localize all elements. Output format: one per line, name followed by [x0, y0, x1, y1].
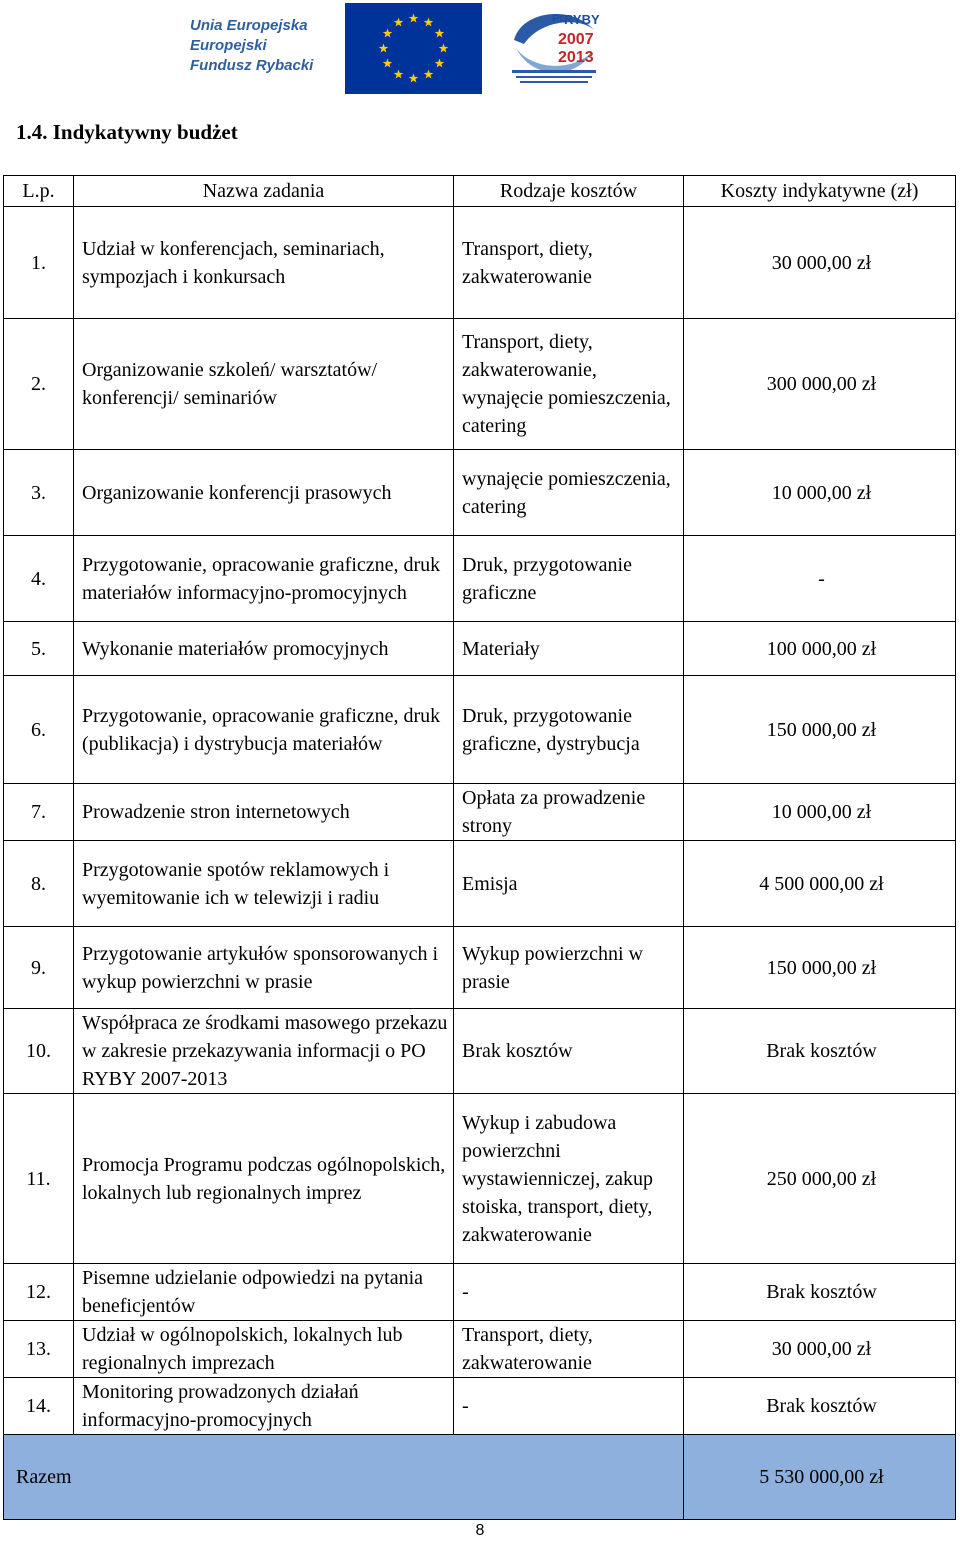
table-row — [4, 1009, 956, 1094]
cost-type: wynajęcie pomieszczenia, catering — [454, 450, 684, 536]
eu-star-icon — [379, 44, 389, 53]
header-cost-type: Rodzaje kosztów — [454, 176, 684, 207]
po-ryby-emblem — [502, 0, 606, 96]
row-number: 11. — [4, 1094, 74, 1264]
indicative-cost: Brak kosztów — [684, 1264, 956, 1321]
indicative-cost: 100 000,00 zł — [684, 622, 956, 676]
table-row — [4, 1378, 956, 1435]
task-name: Pisemne udzielanie odpowiedzi na pytania beneficjentów — [74, 1264, 454, 1321]
eu-star-icon — [383, 29, 393, 38]
eu-star-icon — [435, 59, 445, 68]
task-name: Promocja Programu podczas ogólnopolskich, lokalnych lub regionalnych imprez — [74, 1094, 454, 1264]
total-row — [4, 1435, 956, 1520]
eu-star-icon — [424, 18, 434, 27]
indicative-cost: 250 000,00 zł — [684, 1094, 956, 1264]
task-name: Organizowanie konferencji prasowych — [74, 450, 454, 536]
eu-star-icon — [409, 14, 419, 23]
eu-text-logo — [190, 16, 313, 76]
header-lp: L.p. — [4, 176, 74, 207]
po-logo-text-2013: 2013 — [558, 49, 594, 66]
row-number: 10. — [4, 1009, 74, 1094]
cost-type: Druk, przygotowanie graficzne, dystrybucja — [454, 676, 684, 784]
table-row — [4, 450, 956, 536]
table-row — [4, 622, 956, 676]
table-header-row — [4, 176, 956, 207]
task-name: Wykonanie materiałów promocyjnych — [74, 622, 454, 676]
row-number: 8. — [4, 841, 74, 927]
task-name: Przygotowanie spotów reklamowych i wyemitowanie ich w telewizji i radiu — [74, 841, 454, 927]
eu-stars-icon — [345, 3, 482, 94]
indicative-cost: 30 000,00 zł — [684, 1321, 956, 1378]
cost-type: Brak kosztów — [454, 1009, 684, 1094]
total-value: 5 530 000,00 zł — [684, 1435, 956, 1520]
row-number: 6. — [4, 676, 74, 784]
row-number: 7. — [4, 784, 74, 841]
indicative-cost: 4 500 000,00 zł — [684, 841, 956, 927]
table-row — [4, 536, 956, 622]
table-row — [4, 927, 956, 1009]
indicative-cost: 300 000,00 zł — [684, 319, 956, 450]
cost-type: Materiały — [454, 622, 684, 676]
eu-star-icon — [435, 29, 445, 38]
task-name: Współpraca ze środkami masowego przekazu w zakresie przekazywania informacji o PO RYBY 2007-2013 — [74, 1009, 454, 1094]
indicative-cost: Brak kosztów — [684, 1378, 956, 1435]
po-ryby-logo — [502, 0, 606, 96]
cost-type: Transport, diety, zakwaterowanie — [454, 207, 684, 319]
cost-type: Transport, diety, zakwaterowanie — [454, 1321, 684, 1378]
page-header — [0, 0, 960, 100]
eu-text-line-3: Fundusz Rybacki — [190, 57, 314, 74]
section-title: 1.4. Indykatywny budżet — [16, 120, 238, 144]
row-number: 13. — [4, 1321, 74, 1378]
eu-star-icon — [424, 69, 434, 78]
row-number: 3. — [4, 450, 74, 536]
table-row — [4, 676, 956, 784]
po-logo-text-ryby: RYBY — [564, 12, 600, 27]
table-row — [4, 784, 956, 841]
eu-star-icon — [409, 74, 419, 83]
table-row — [4, 841, 956, 927]
cost-type: Druk, przygotowanie graficzne — [454, 536, 684, 622]
eu-star-icon — [394, 18, 404, 27]
eu-star-icon — [394, 69, 404, 78]
indicative-cost: - — [684, 536, 956, 622]
header-task-name: Nazwa zadania — [74, 176, 454, 207]
eu-text-line-2: Europejski — [190, 37, 267, 54]
indicative-cost: 10 000,00 zł — [684, 784, 956, 841]
cost-type: Emisja — [454, 841, 684, 927]
header-indicative-cost: Koszty indykatywne (zł) — [684, 176, 956, 207]
eu-text-line-1: Unia Europejska — [190, 17, 308, 34]
table-row — [4, 319, 956, 450]
task-name: Przygotowanie, opracowanie graficzne, druk materiałów informacyjno-promocyjnych — [74, 536, 454, 622]
indicative-cost: 150 000,00 zł — [684, 927, 956, 1009]
row-number: 9. — [4, 927, 74, 1009]
eu-star-icon — [439, 44, 449, 53]
cost-type: - — [454, 1378, 684, 1435]
eu-star-icon — [383, 59, 393, 68]
total-label: Razem — [4, 1435, 684, 1520]
cost-type: Wykup i zabudowa powierzchni wystawienniczej, zakup stoiska, transport, diety, zakwaterowanie — [454, 1094, 684, 1264]
row-number: 2. — [4, 319, 74, 450]
indicative-cost: 150 000,00 zł — [684, 676, 956, 784]
task-name: Udział w ogólnopolskich, lokalnych lub regionalnych imprezach — [74, 1321, 454, 1378]
task-name: Monitoring prowadzonych działań informacyjno-promocyjnych — [74, 1378, 454, 1435]
task-name: Prowadzenie stron internetowych — [74, 784, 454, 841]
cost-type: Transport, diety, zakwaterowanie, wynajęcie pomieszczenia, catering — [454, 319, 684, 450]
page-number: 8 — [475, 1522, 485, 1539]
cost-type: - — [454, 1264, 684, 1321]
eu-flag-logo — [345, 3, 482, 94]
task-name: Przygotowanie, opracowanie graficzne, druk (publikacja) i dystrybucja materiałów — [74, 676, 454, 784]
budget-table — [3, 175, 956, 1520]
cost-type: Wykup powierzchni w prasie — [454, 927, 684, 1009]
table-row — [4, 207, 956, 319]
indicative-cost: Brak kosztów — [684, 1009, 956, 1094]
task-name: Przygotowanie artykułów sponsorowanych i wykup powierzchni w prasie — [74, 927, 454, 1009]
cost-type: Opłata za prowadzenie strony — [454, 784, 684, 841]
task-name: Udział w konferencjach, seminariach, sympozjach i konkursach — [74, 207, 454, 319]
row-number: 1. — [4, 207, 74, 319]
row-number: 12. — [4, 1264, 74, 1321]
row-number: 5. — [4, 622, 74, 676]
table-row — [4, 1321, 956, 1378]
row-number: 14. — [4, 1378, 74, 1435]
po-logo-text-2007: 2007 — [558, 31, 594, 48]
task-name: Organizowanie szkoleń/ warsztatów/ konferencji/ seminariów — [74, 319, 454, 450]
table-row — [4, 1264, 956, 1321]
po-logo-text-po: PO — [552, 13, 568, 25]
indicative-cost: 30 000,00 zł — [684, 207, 956, 319]
indicative-cost: 10 000,00 zł — [684, 450, 956, 536]
row-number: 4. — [4, 536, 74, 622]
table-row — [4, 1094, 956, 1264]
